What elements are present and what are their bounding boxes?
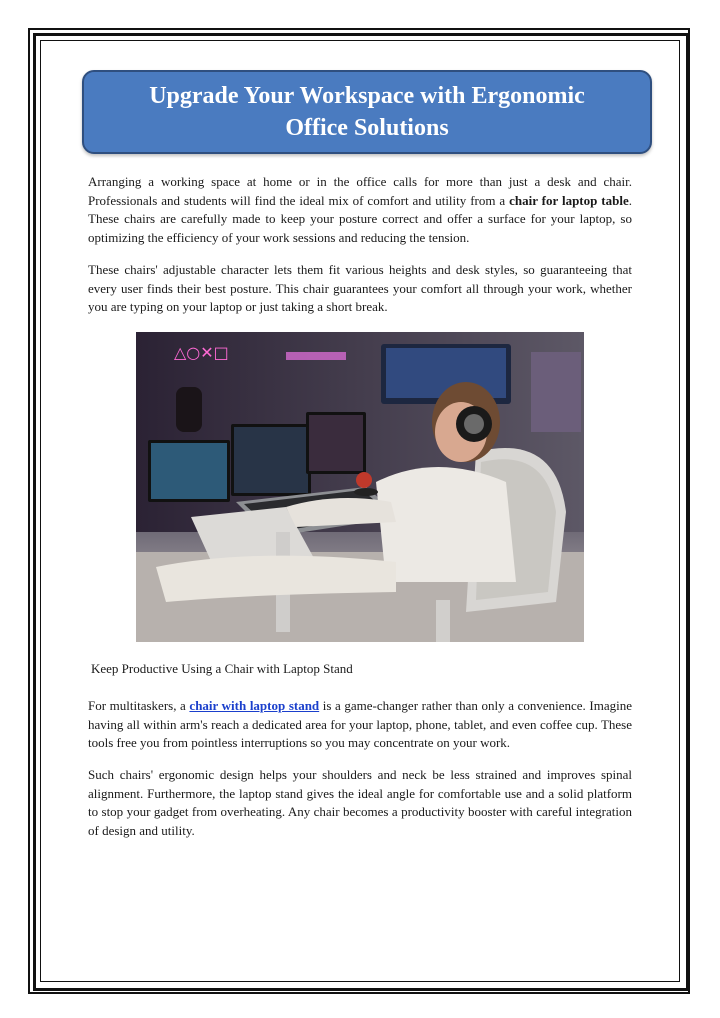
title-banner (82, 70, 652, 154)
intro-text-start: Arranging a working space at home or in the office calls for more than just a desk and chair. Professionals and students will find the ideal mix of comfort and utility from a (88, 174, 632, 208)
svg-text:△○✕□: △○✕□ (174, 343, 229, 362)
multitasker-text-end: is a game-changer rather than only a convenience. Imagine having all within arm's reach a dedicated area for your laptop, phone, tablet, and even coffee cup. These tools free you from pointless interruptions so you may concentrate on your work. (88, 698, 632, 751)
intro-paragraph (88, 173, 632, 248)
chair-laptop-stand-link[interactable]: chair with laptop stand (189, 698, 320, 713)
multitasker-text-start: For multitaskers, a (88, 698, 190, 713)
workspace-photo (136, 332, 584, 642)
multitasker-paragraph (88, 697, 632, 753)
adjustable-paragraph: These chairs' adjustable character lets them fit various heights and desk styles, so guaranteeing that every user finds their best posture. This chair guarantees your comfort all through your work, whether you are typing on your laptop or just taking a short break. (88, 262, 632, 315)
section-subheading: Keep Productive Using a Chair with Laptop Stand (91, 661, 353, 676)
page-title: Upgrade Your Workspace with Ergonomic Office Solutions (149, 83, 585, 141)
ergonomic-paragraph: Such chairs' ergonomic design helps your shoulders and neck be less strained and improves spinal alignment. Furthermore, the laptop stand gives the ideal angle for comfortable use and a solid platform to stop your gadget from overheating. Any chair becomes a productivity booster with careful integration of design and utility. (88, 767, 632, 839)
intro-bold-phrase: chair for laptop table (509, 192, 629, 208)
intro-text-end: . These chairs are carefully made to keep your posture correct and offer a surface for your laptop, so optimizing the efficiency of your work sessions and reducing the tension. (88, 192, 632, 246)
